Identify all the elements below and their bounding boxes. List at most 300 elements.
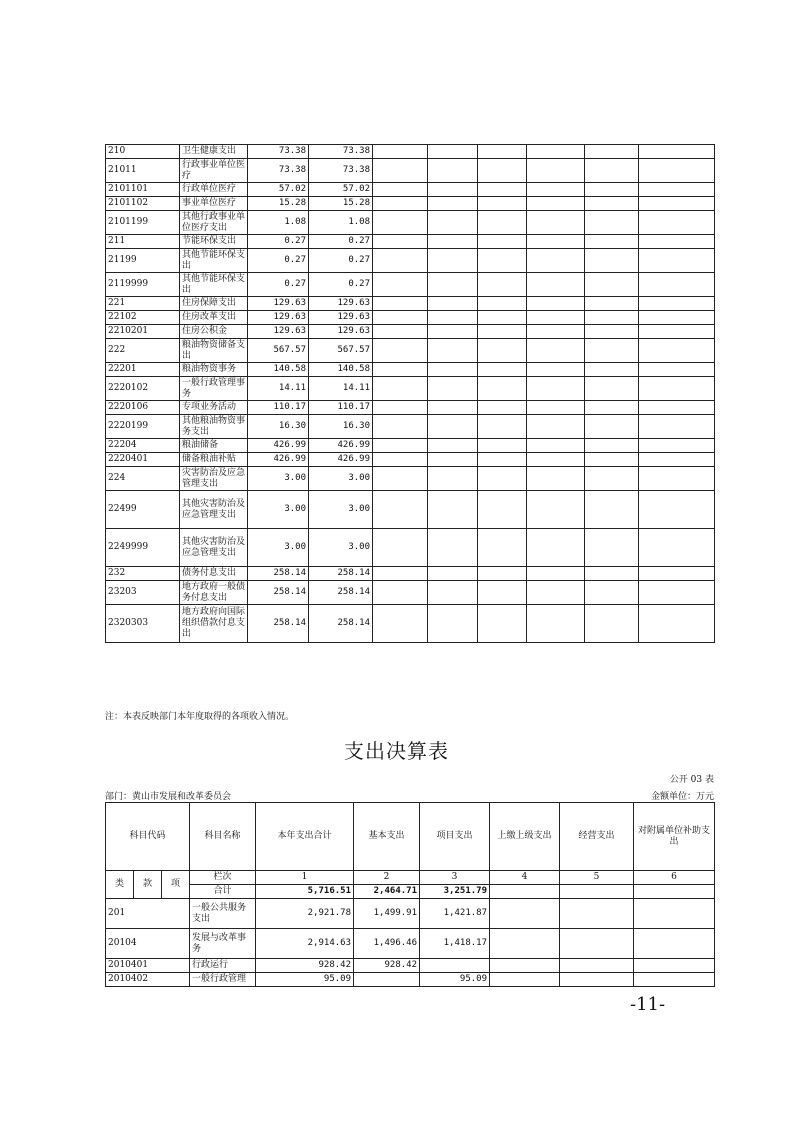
row-name: 债务付息支出 bbox=[180, 567, 248, 581]
row-name: 一般行政管理事务 bbox=[180, 377, 248, 401]
empty-cell bbox=[639, 377, 715, 401]
empty-cell bbox=[373, 297, 428, 311]
empty-cell bbox=[373, 235, 428, 249]
table-row bbox=[106, 415, 715, 439]
empty-cell bbox=[478, 401, 527, 415]
empty-cell bbox=[585, 183, 639, 197]
empty-cell bbox=[585, 401, 639, 415]
row-basic: 16.30 bbox=[309, 415, 373, 439]
total-label: 合计 bbox=[190, 885, 256, 899]
row-code: 211 bbox=[106, 235, 180, 249]
empty-cell bbox=[373, 529, 428, 567]
row-name: 地方政府一般债务付息支出 bbox=[180, 581, 248, 605]
table-row bbox=[106, 145, 715, 159]
table-row bbox=[106, 581, 715, 605]
row-name: 住房保障支出 bbox=[180, 297, 248, 311]
empty-cell bbox=[373, 159, 428, 183]
row-total: 258.14 bbox=[248, 605, 309, 643]
table-row bbox=[106, 453, 715, 467]
empty-cell bbox=[527, 339, 585, 363]
row-basic: 73.38 bbox=[309, 145, 373, 159]
row-name: 粮油物资事务 bbox=[180, 363, 248, 377]
empty-cell bbox=[634, 973, 715, 987]
empty-cell bbox=[585, 363, 639, 377]
row-name: 其他灾害防治及应急管理支出 bbox=[180, 529, 248, 567]
row-total: 258.14 bbox=[248, 581, 309, 605]
table-row bbox=[106, 197, 715, 211]
empty-cell bbox=[478, 183, 527, 197]
table-row bbox=[106, 973, 715, 987]
row-total: 57.02 bbox=[248, 183, 309, 197]
empty-cell bbox=[428, 605, 478, 643]
table-row bbox=[106, 439, 715, 453]
table-row bbox=[106, 377, 715, 401]
empty-cell bbox=[634, 899, 715, 929]
empty-cell bbox=[634, 929, 715, 959]
row-name: 灾害防治及应急管理支出 bbox=[180, 467, 248, 491]
row-total: 15.28 bbox=[248, 197, 309, 211]
empty-cell bbox=[527, 467, 585, 491]
empty-cell bbox=[428, 415, 478, 439]
empty-cell bbox=[527, 297, 585, 311]
table-note: 注：本表反映部门本年度取得的各项收入情况。 bbox=[105, 712, 295, 722]
row-code: 2320303 bbox=[106, 605, 180, 643]
row-code: 22204 bbox=[106, 439, 180, 453]
row-basic: 567.57 bbox=[309, 339, 373, 363]
empty-cell bbox=[527, 439, 585, 453]
table-row bbox=[106, 467, 715, 491]
empty-cell bbox=[373, 363, 428, 377]
row-code: 2220102 bbox=[106, 377, 180, 401]
income-table bbox=[105, 144, 715, 643]
empty-cell bbox=[373, 605, 428, 643]
empty-cell bbox=[373, 325, 428, 339]
empty-cell bbox=[373, 197, 428, 211]
page-title: 支出决算表 bbox=[344, 739, 449, 763]
empty-cell bbox=[560, 929, 634, 959]
row-total: 129.63 bbox=[248, 325, 309, 339]
empty-cell bbox=[527, 529, 585, 567]
empty-cell bbox=[527, 311, 585, 325]
empty-cell bbox=[478, 197, 527, 211]
empty-cell bbox=[527, 325, 585, 339]
row-name: 发展与改革事务 bbox=[190, 929, 256, 959]
empty-cell bbox=[428, 439, 478, 453]
empty-cell bbox=[560, 899, 634, 929]
empty-cell bbox=[428, 297, 478, 311]
total-value: 5,716.51 bbox=[256, 885, 354, 899]
empty-cell bbox=[639, 311, 715, 325]
row-basic: 3.00 bbox=[309, 529, 373, 567]
empty-cell bbox=[478, 467, 527, 491]
row-name: 行政运行 bbox=[190, 959, 256, 973]
row-basic: 928.42 bbox=[354, 959, 420, 973]
header-basic: 基本支出 bbox=[354, 803, 420, 871]
row-code: 222 bbox=[106, 339, 180, 363]
header-business: 经营支出 bbox=[560, 803, 634, 871]
row-basic: 1.08 bbox=[309, 211, 373, 235]
row-total: 928.42 bbox=[256, 959, 354, 973]
empty-cell bbox=[585, 605, 639, 643]
empty-cell bbox=[639, 249, 715, 273]
empty-cell bbox=[478, 581, 527, 605]
table-row bbox=[106, 959, 715, 973]
total-project: 3,251.79 bbox=[420, 885, 490, 899]
col-number: 3 bbox=[420, 871, 490, 885]
empty-cell bbox=[478, 211, 527, 235]
page-number: -11- bbox=[630, 994, 666, 1015]
empty-cell bbox=[639, 211, 715, 235]
empty-cell bbox=[639, 529, 715, 567]
empty-cell bbox=[490, 959, 560, 973]
row-code: 201 bbox=[106, 899, 190, 929]
empty-cell bbox=[478, 159, 527, 183]
row-code: 23203 bbox=[106, 581, 180, 605]
empty-cell bbox=[585, 453, 639, 467]
row-basic: 258.14 bbox=[309, 581, 373, 605]
empty-cell bbox=[639, 401, 715, 415]
empty-cell bbox=[373, 311, 428, 325]
row-code: 2119999 bbox=[106, 273, 180, 297]
row-total: 0.27 bbox=[248, 235, 309, 249]
empty-cell bbox=[373, 183, 428, 197]
row-basic: 258.14 bbox=[309, 567, 373, 581]
row-total: 95.09 bbox=[256, 973, 354, 987]
row-total: 129.63 bbox=[248, 311, 309, 325]
empty-cell bbox=[585, 415, 639, 439]
col-number: 4 bbox=[490, 871, 560, 885]
empty-cell bbox=[639, 453, 715, 467]
row-project: 1,421.87 bbox=[420, 899, 490, 929]
empty-cell bbox=[478, 363, 527, 377]
table-row bbox=[106, 567, 715, 581]
total-basic: 2,464.71 bbox=[354, 885, 420, 899]
row-total: 16.30 bbox=[248, 415, 309, 439]
empty-cell bbox=[527, 581, 585, 605]
header-code: 科目代码 bbox=[106, 803, 190, 871]
empty-cell bbox=[373, 249, 428, 273]
row-code: 22201 bbox=[106, 363, 180, 377]
empty-cell bbox=[428, 567, 478, 581]
empty-cell bbox=[428, 159, 478, 183]
row-code: 2101102 bbox=[106, 197, 180, 211]
row-code: 20104 bbox=[106, 929, 190, 959]
empty-cell bbox=[478, 529, 527, 567]
row-name: 行政事业单位医疗 bbox=[180, 159, 248, 183]
empty-cell bbox=[585, 235, 639, 249]
empty-cell bbox=[585, 439, 639, 453]
table-row bbox=[106, 249, 715, 273]
empty-cell bbox=[428, 363, 478, 377]
empty-cell bbox=[585, 145, 639, 159]
row-total: 3.00 bbox=[248, 467, 309, 491]
col-number: 6 bbox=[634, 871, 715, 885]
empty-cell bbox=[639, 297, 715, 311]
empty-cell bbox=[428, 273, 478, 297]
row-code: 2010401 bbox=[106, 959, 190, 973]
empty-cell bbox=[527, 235, 585, 249]
row-name: 其他节能环保支出 bbox=[180, 249, 248, 273]
row-basic: 0.27 bbox=[309, 235, 373, 249]
empty-cell bbox=[527, 273, 585, 297]
empty-cell bbox=[478, 605, 527, 643]
empty-cell bbox=[634, 959, 715, 973]
row-total: 258.14 bbox=[248, 567, 309, 581]
table-row bbox=[106, 211, 715, 235]
empty-cell bbox=[585, 197, 639, 211]
empty-cell bbox=[428, 339, 478, 363]
empty-cell bbox=[639, 183, 715, 197]
row-name: 其他粮油物资事务支出 bbox=[180, 415, 248, 439]
table-row bbox=[106, 605, 715, 643]
row-basic: 129.63 bbox=[309, 311, 373, 325]
empty-cell bbox=[428, 401, 478, 415]
col-number: 2 bbox=[354, 871, 420, 885]
empty-cell bbox=[428, 211, 478, 235]
row-name: 粮油储备 bbox=[180, 439, 248, 453]
empty-cell bbox=[478, 325, 527, 339]
row-basic: 57.02 bbox=[309, 183, 373, 197]
row-code: 21199 bbox=[106, 249, 180, 273]
row-name: 节能环保支出 bbox=[180, 235, 248, 249]
table-row bbox=[106, 491, 715, 529]
header-total: 本年支出合计 bbox=[256, 803, 354, 871]
empty-cell bbox=[639, 235, 715, 249]
empty-cell bbox=[428, 453, 478, 467]
empty-cell bbox=[478, 439, 527, 453]
table-row bbox=[106, 297, 715, 311]
empty-cell bbox=[527, 197, 585, 211]
empty-cell bbox=[428, 235, 478, 249]
row-code: 232 bbox=[106, 567, 180, 581]
row-name: 卫生健康支出 bbox=[180, 145, 248, 159]
row-code: 210 bbox=[106, 145, 180, 159]
empty-cell bbox=[527, 249, 585, 273]
row-name: 粮油物资储备支出 bbox=[180, 339, 248, 363]
empty-cell bbox=[639, 273, 715, 297]
row-basic: 258.14 bbox=[309, 605, 373, 643]
total-row bbox=[106, 885, 715, 899]
empty-cell bbox=[428, 183, 478, 197]
row-code: 2010402 bbox=[106, 973, 190, 987]
empty-cell bbox=[639, 197, 715, 211]
empty-cell bbox=[373, 581, 428, 605]
empty-cell bbox=[373, 377, 428, 401]
table-row bbox=[106, 899, 715, 929]
row-name: 专项业务活动 bbox=[180, 401, 248, 415]
empty-cell bbox=[639, 339, 715, 363]
empty-cell bbox=[560, 959, 634, 973]
table-row bbox=[106, 363, 715, 377]
row-name: 行政单位医疗 bbox=[180, 183, 248, 197]
empty-cell bbox=[490, 899, 560, 929]
empty-cell bbox=[527, 363, 585, 377]
table-row bbox=[106, 311, 715, 325]
empty-cell bbox=[639, 325, 715, 339]
empty-cell bbox=[585, 491, 639, 529]
row-total: 2,921.78 bbox=[256, 899, 354, 929]
empty-cell bbox=[639, 491, 715, 529]
header-subsidy: 对附属单位补助支出 bbox=[634, 803, 715, 871]
empty-cell bbox=[585, 467, 639, 491]
empty-cell bbox=[639, 467, 715, 491]
table-row bbox=[106, 929, 715, 959]
empty-cell bbox=[373, 145, 428, 159]
header-lei: 类 bbox=[106, 871, 134, 899]
empty-cell bbox=[527, 145, 585, 159]
empty-cell bbox=[527, 491, 585, 529]
empty-cell bbox=[585, 249, 639, 273]
row-total: 110.17 bbox=[248, 401, 309, 415]
row-basic: 0.27 bbox=[309, 273, 373, 297]
empty-cell bbox=[373, 453, 428, 467]
row-name: 其他行政事业单位医疗支出 bbox=[180, 211, 248, 235]
row-total: 3.00 bbox=[248, 529, 309, 567]
table-row bbox=[106, 159, 715, 183]
empty-cell bbox=[478, 415, 527, 439]
empty-cell bbox=[428, 249, 478, 273]
row-name: 住房公积金 bbox=[180, 325, 248, 339]
row-total: 1.08 bbox=[248, 211, 309, 235]
empty-cell bbox=[585, 159, 639, 183]
row-code: 22102 bbox=[106, 311, 180, 325]
empty-cell bbox=[373, 415, 428, 439]
empty-cell bbox=[373, 491, 428, 529]
empty-cell bbox=[585, 273, 639, 297]
empty-cell bbox=[639, 159, 715, 183]
empty-cell bbox=[478, 491, 527, 529]
empty-cell bbox=[490, 973, 560, 987]
row-basic: 140.58 bbox=[309, 363, 373, 377]
empty-cell bbox=[585, 311, 639, 325]
empty-cell bbox=[585, 339, 639, 363]
empty-cell bbox=[373, 401, 428, 415]
empty-cell bbox=[428, 377, 478, 401]
empty-cell bbox=[639, 145, 715, 159]
header-project: 项目支出 bbox=[420, 803, 490, 871]
row-code: 221 bbox=[106, 297, 180, 311]
empty-cell bbox=[490, 929, 560, 959]
empty-cell bbox=[527, 183, 585, 197]
row-total: 2,914.63 bbox=[256, 929, 354, 959]
row-basic: 14.11 bbox=[309, 377, 373, 401]
row-basic: 110.17 bbox=[309, 401, 373, 415]
empty-cell bbox=[478, 567, 527, 581]
empty-cell bbox=[639, 567, 715, 581]
row-total: 129.63 bbox=[248, 297, 309, 311]
row-total: 73.38 bbox=[248, 145, 309, 159]
row-basic: 426.99 bbox=[309, 439, 373, 453]
empty-cell bbox=[428, 581, 478, 605]
row-total: 140.58 bbox=[248, 363, 309, 377]
row-total: 0.27 bbox=[248, 273, 309, 297]
row-name: 储备粮油补贴 bbox=[180, 453, 248, 467]
row-code: 21011 bbox=[106, 159, 180, 183]
empty-cell bbox=[639, 581, 715, 605]
empty-cell bbox=[373, 211, 428, 235]
expenditure-table bbox=[105, 802, 715, 987]
empty-cell bbox=[527, 453, 585, 467]
row-total: 567.57 bbox=[248, 339, 309, 363]
row-code: 22499 bbox=[106, 491, 180, 529]
row-basic: 1,499.91 bbox=[354, 899, 420, 929]
row-basic: 129.63 bbox=[309, 297, 373, 311]
row-total: 14.11 bbox=[248, 377, 309, 401]
row-name: 一般公共服务支出 bbox=[190, 899, 256, 929]
empty-cell bbox=[585, 325, 639, 339]
row-basic: 1,496.46 bbox=[354, 929, 420, 959]
row-total: 3.00 bbox=[248, 491, 309, 529]
empty-cell bbox=[478, 311, 527, 325]
table-row bbox=[106, 325, 715, 339]
row-total: 426.99 bbox=[248, 439, 309, 453]
row-project: 1,418.17 bbox=[420, 929, 490, 959]
empty-cell bbox=[373, 567, 428, 581]
empty-cell bbox=[639, 363, 715, 377]
empty-cell bbox=[527, 415, 585, 439]
empty-cell bbox=[478, 249, 527, 273]
row-basic: 0.27 bbox=[309, 249, 373, 273]
col-number: 1 bbox=[256, 871, 354, 885]
row-code: 2249999 bbox=[106, 529, 180, 567]
row-project: 95.09 bbox=[420, 973, 490, 987]
row-total: 0.27 bbox=[248, 249, 309, 273]
empty-cell bbox=[527, 159, 585, 183]
row-code: 2101101 bbox=[106, 183, 180, 197]
table-row bbox=[106, 529, 715, 567]
empty-cell bbox=[428, 325, 478, 339]
empty-cell bbox=[560, 973, 634, 987]
row-basic: 3.00 bbox=[309, 467, 373, 491]
header-xiang: 项 bbox=[162, 871, 190, 899]
col-number: 5 bbox=[560, 871, 634, 885]
empty-cell bbox=[373, 467, 428, 491]
row-name: 其他节能环保支出 bbox=[180, 273, 248, 297]
unit-label: 金额单位：万元 bbox=[650, 792, 714, 802]
row-name: 一般行政管理 bbox=[190, 973, 256, 987]
table-row bbox=[106, 339, 715, 363]
empty-cell bbox=[428, 491, 478, 529]
row-code: 2220199 bbox=[106, 415, 180, 439]
table-row bbox=[106, 183, 715, 197]
empty-cell bbox=[527, 567, 585, 581]
table-row bbox=[106, 235, 715, 249]
empty-cell bbox=[639, 605, 715, 643]
empty-cell bbox=[527, 605, 585, 643]
row-name: 其他灾害防治及应急管理支出 bbox=[180, 491, 248, 529]
row-basic: 15.28 bbox=[309, 197, 373, 211]
row-basic: 426.99 bbox=[309, 453, 373, 467]
empty-cell bbox=[585, 297, 639, 311]
empty-cell bbox=[428, 145, 478, 159]
empty-cell bbox=[478, 273, 527, 297]
row-code: 224 bbox=[106, 467, 180, 491]
table-row bbox=[106, 273, 715, 297]
empty-cell bbox=[527, 401, 585, 415]
empty-cell bbox=[585, 567, 639, 581]
row-basic: 3.00 bbox=[309, 491, 373, 529]
empty-cell bbox=[373, 273, 428, 297]
row-basic: 129.63 bbox=[309, 325, 373, 339]
row-project bbox=[420, 959, 490, 973]
empty-cell bbox=[373, 339, 428, 363]
empty-cell bbox=[585, 581, 639, 605]
row-code: 2220106 bbox=[106, 401, 180, 415]
header-kuan: 款 bbox=[134, 871, 162, 899]
empty-cell bbox=[428, 467, 478, 491]
empty-cell bbox=[373, 439, 428, 453]
row-name: 事业单位医疗 bbox=[180, 197, 248, 211]
